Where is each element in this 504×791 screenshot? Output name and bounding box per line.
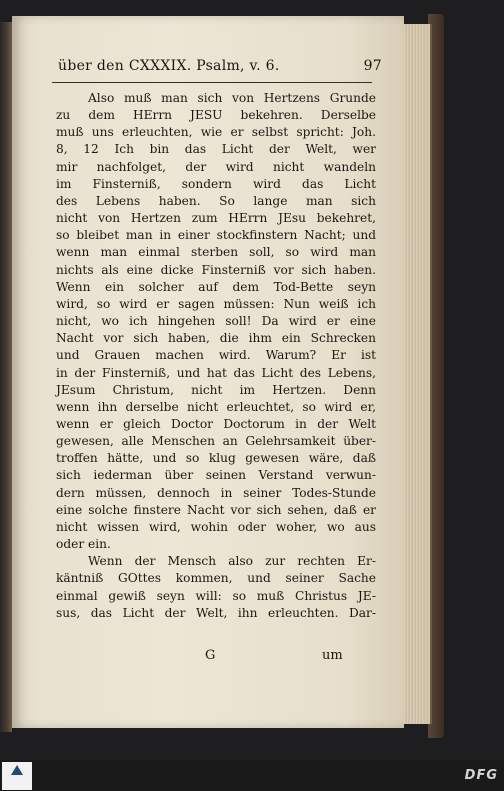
text-line: muß uns erleuchten, wie er selbst spricht: Joh. [56, 125, 376, 140]
text-line: und Grauen machen wird. Warum? Er ist [56, 348, 376, 363]
dfg-logo: DFG [464, 768, 498, 783]
text-line: mir nachfolget, der wird nicht wandeln [56, 159, 376, 174]
text-line: so bleibet man in einer stockfinstern Nacht; und [56, 228, 376, 243]
text-line: gewesen, alle Menschen an Gelehrsamkeit über- [56, 434, 376, 449]
text-line: nicht wissen wird, wohin oder woher, wo aus [56, 519, 376, 534]
text-line: nicht, wo ich hingehen soll! Da wird er eine [56, 314, 376, 329]
catchword: um [322, 648, 343, 663]
page-number: 97 [363, 58, 382, 74]
text-line: im Finsterniß, sondern wird das Licht [56, 176, 376, 191]
text-line: oder ein. [56, 537, 111, 552]
logo-icon [11, 765, 23, 775]
viewer-footer [0, 760, 504, 791]
text-line: des Lebens haben. So lange man sich [56, 193, 376, 208]
text-line: wenn er gleich Doctor Doctorum in der Welt [56, 416, 376, 431]
text-line: 8, 12 Ich bin das Licht der Welt, wer [56, 142, 376, 157]
text-line: Nacht vor sich haben, die ihm ein Schrecken [56, 331, 376, 346]
text-line: zu dem HErrn JESU bekehren. Derselbe [56, 108, 376, 123]
text-line: wenn ihn derselbe nicht erleuchtet, so wird er, [56, 399, 376, 414]
running-head [58, 58, 382, 74]
institution-logo[interactable] [2, 762, 32, 790]
text-line: in der Finsterniß, und hat das Licht des Lebens, [56, 365, 376, 380]
text-line: wird, so wird er sagen müssen: Nun weiß ich [56, 296, 376, 311]
text-line: JEsum Christum, nicht im Hertzen. Denn [56, 382, 376, 397]
text-line: Also muß man sich von Hertzens Grunde [88, 91, 376, 105]
signature-mark: G [205, 648, 216, 663]
text-line: Wenn der Mensch also zur rechten Er- [88, 554, 376, 569]
text-line: eine solche finstere Nacht vor sich sehen, daß er [56, 502, 376, 517]
text-line: sich iederman über seinen Verstand verwun- [56, 468, 376, 483]
text-line: dern müssen, dennoch in seiner Todes-Stunde [56, 485, 376, 500]
text-line: sus, das Licht der Welt, ihn erleuchten. Dar- [56, 605, 376, 620]
body-text [56, 90, 376, 622]
text-line: einmal gewiß seyn will: so muß Christus JE- [56, 588, 376, 603]
page-stack-edge [404, 24, 432, 724]
text-line: nichts als eine dicke Finsterniß vor sich haben. [56, 262, 376, 277]
text-line: troffen hätte, und so klug gewesen wäre, daß [56, 451, 376, 466]
text-line: wenn man einmal sterben soll, so wird man [56, 245, 376, 260]
text-line: käntniß GOttes kommen, und seiner Sache [56, 571, 376, 586]
header-rule [52, 82, 372, 83]
previous-page-edge [0, 22, 12, 732]
text-line: Wenn ein solcher auf dem Tod-Bette seyn [56, 279, 376, 294]
running-head-title: über den CXXXIX. Psalm, v. 6. [58, 58, 280, 74]
text-line: nicht von Hertzen zum HErrn JEsu bekehret, [56, 211, 376, 226]
